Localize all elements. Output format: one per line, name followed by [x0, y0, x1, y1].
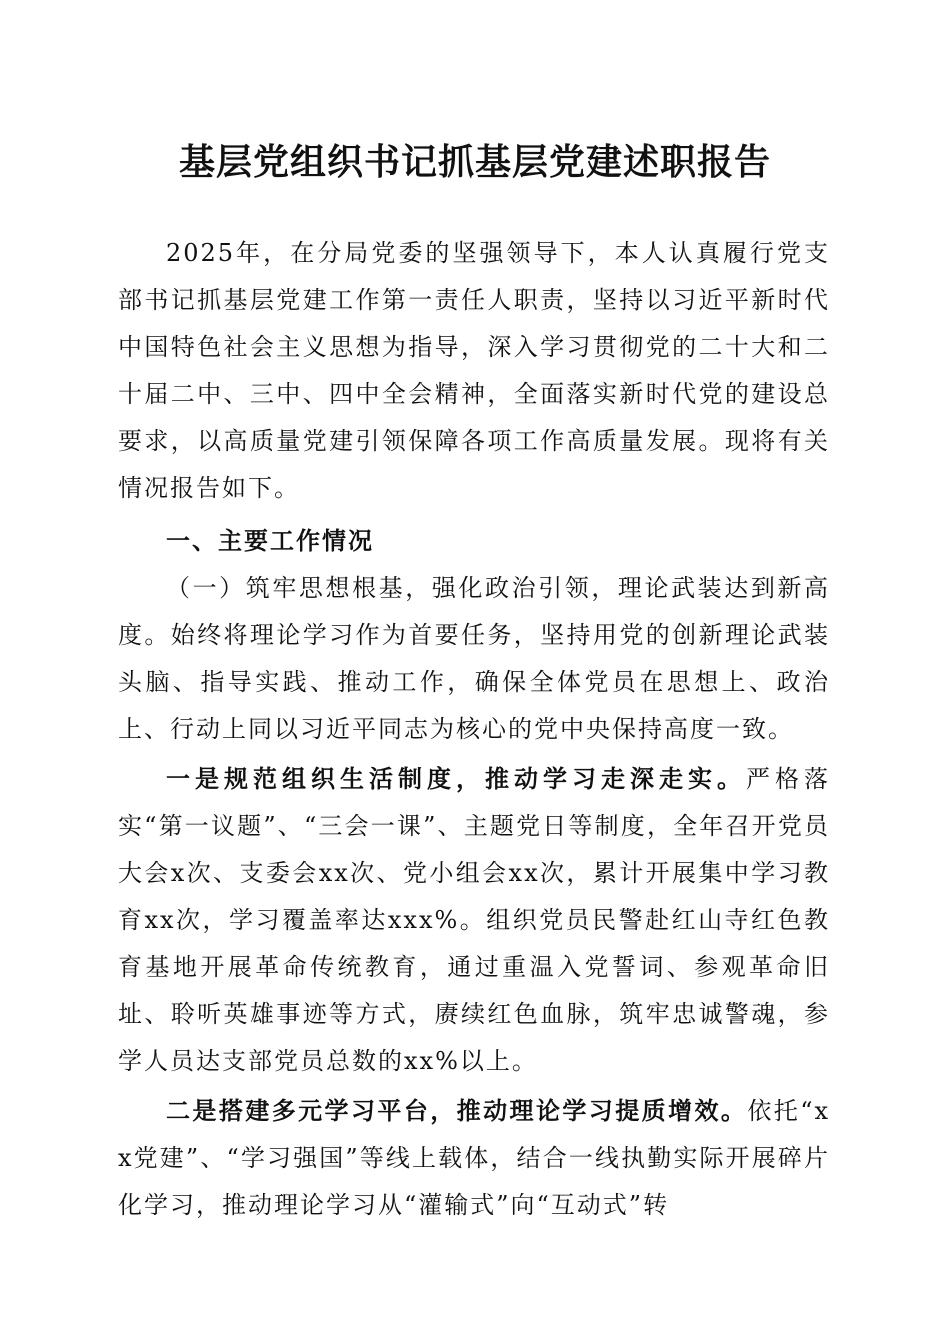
document-body: [118, 230, 830, 1229]
item-text: 依托“xx党建”、“学习强国”等线上载体，结合一线执勤实际开展碎片化学习，推动理论学习从“灌输式”向“互动式”转: [118, 1097, 830, 1219]
item-lead: 二是搭建多元学习平台，推动理论学习提质增效。: [166, 1096, 748, 1125]
document-title: 基层党组织书记抓基层党建述职报告: [178, 141, 771, 183]
item-lead: 一是规范组织生活制度，推动学习走深走实。: [166, 764, 746, 793]
subsection-paragraph-1: [118, 565, 830, 753]
subsection-lead: （一）筑牢思想根基，强化政治引领，理论武装达到新高度。: [118, 574, 830, 649]
item-paragraph-1: [118, 755, 830, 1085]
intro-paragraph: 2025年，在分局党委的坚强领导下，本人认真履行党支部书记抓基层党建工作第一责任人职责，坚持以习近平新时代中国特色社会主义思想为指导，深入学习贯彻党的二十大和二十届二中、三中、四中全会精神，全面落实新时代党的建设总要求，以高质量党建引领保障各项工作高质量发展。现将有关情况报告如下。: [118, 239, 830, 502]
subsection-text: 始终将理论学习作为首要任务，坚持用党的创新理论武装头脑、指导实践、推动工作，确保全体党员在思想上、政治上、行动上同以习近平同志为核心的党中央保持高度一致。: [118, 621, 831, 743]
item-text: 严格落实“第一议题”、“三会一课”、主题党日等制度，全年召开党员大会x次、支委会xx次、党小组会xx次，累计开展集中学习教育xx次，学习覆盖率达xxx%。组织党员民警赴红山寺红色教育基地开展革命传统教育，通过重温入党誓词、参观革命旧址、聆听英雄事迹等方式，赓续红色血脉，筑牢忠诚警魂，参学人员达支部党员总数的xx%以上。: [118, 765, 830, 1075]
section-heading-main-work: 一、主要工作情况: [166, 527, 374, 555]
item-paragraph-2: [118, 1087, 830, 1229]
